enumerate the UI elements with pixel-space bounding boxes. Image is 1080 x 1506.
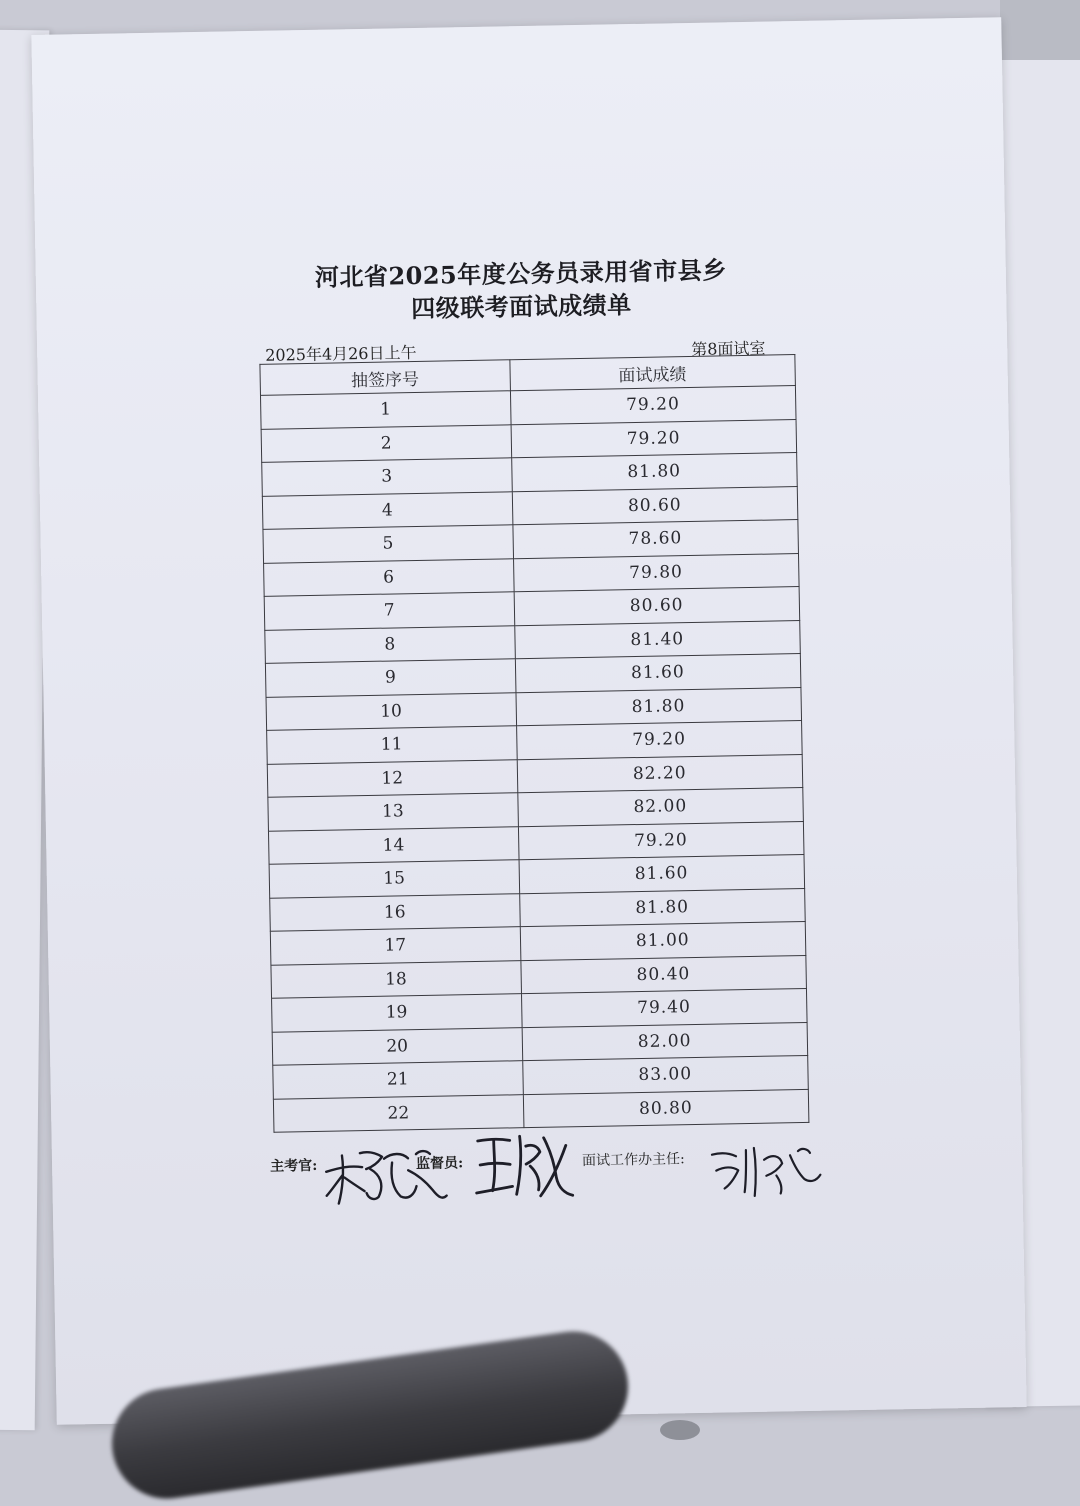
score-cell: 83.00 (522, 1055, 808, 1094)
supervisor-signature (469, 1125, 580, 1207)
draw-number-cell: 14 (268, 826, 518, 864)
score-table (259, 354, 809, 1133)
score-cell: 81.60 (515, 654, 801, 693)
score-cell: 81.40 (514, 620, 800, 659)
score-table-body (260, 386, 808, 1133)
director-label: 面试工作办主任: (581, 1151, 685, 1170)
draw-number-cell: 9 (265, 659, 515, 697)
score-cell: 81.60 (519, 854, 805, 893)
draw-number-cell: 19 (272, 994, 522, 1032)
score-cell: 79.20 (510, 386, 796, 425)
draw-number-cell: 12 (267, 759, 517, 797)
header-draw-number: 抽签序号 (260, 360, 510, 396)
score-cell: 81.80 (515, 687, 801, 726)
director-signature (706, 1139, 827, 1201)
score-cell: 79.40 (521, 988, 807, 1027)
document-title-line1: 河北省2025年度公务员录用省市县乡 (314, 255, 727, 292)
score-cell: 81.80 (519, 888, 805, 927)
score-cell: 81.80 (511, 453, 797, 492)
draw-number-cell: 3 (262, 458, 512, 496)
draw-number-cell: 7 (264, 592, 514, 630)
draw-number-cell: 18 (271, 960, 521, 998)
score-cell: 80.40 (520, 955, 806, 994)
draw-number-cell: 21 (273, 1061, 523, 1099)
score-cell: 82.20 (517, 754, 803, 793)
score-cell: 80.60 (514, 587, 800, 626)
score-sheet (31, 17, 1026, 1425)
score-cell: 79.20 (511, 419, 797, 458)
draw-number-cell: 22 (273, 1094, 523, 1132)
score-cell: 79.80 (513, 553, 799, 592)
draw-number-cell: 8 (265, 625, 515, 663)
score-cell: 79.20 (518, 821, 804, 860)
foreground-detail (660, 1420, 700, 1440)
draw-number-cell: 15 (269, 860, 519, 898)
draw-number-cell: 10 (266, 692, 516, 730)
supervisor-label: 监督员: (415, 1155, 464, 1173)
score-cell: 81.00 (520, 921, 806, 960)
examiner-label: 主考官: (269, 1157, 318, 1175)
draw-number-cell: 11 (267, 726, 517, 764)
draw-number-cell: 6 (264, 558, 514, 596)
score-cell: 80.80 (523, 1089, 809, 1128)
session-date: 2025年4月26日上午 (265, 343, 417, 365)
score-cell: 79.20 (516, 721, 802, 760)
draw-number-cell: 13 (268, 793, 518, 831)
draw-number-cell: 16 (270, 893, 520, 931)
score-cell: 78.60 (512, 520, 798, 559)
draw-number-cell: 2 (261, 424, 511, 462)
draw-number-cell: 17 (270, 927, 520, 965)
document-title-line2: 四级联考面试成绩单 (410, 290, 632, 324)
draw-number-cell: 5 (263, 525, 513, 563)
score-cell: 80.60 (512, 486, 798, 525)
score-cell: 82.00 (517, 787, 803, 826)
examiner-signature (320, 1140, 451, 1212)
header-interview-score: 面试成绩 (509, 355, 795, 391)
draw-number-cell: 1 (260, 391, 510, 429)
draw-number-cell: 4 (262, 491, 512, 529)
score-cell: 82.00 (522, 1022, 808, 1061)
wall-background (1000, 0, 1080, 60)
draw-number-cell: 20 (272, 1027, 522, 1065)
interview-room: 第8面试室 (691, 338, 766, 359)
